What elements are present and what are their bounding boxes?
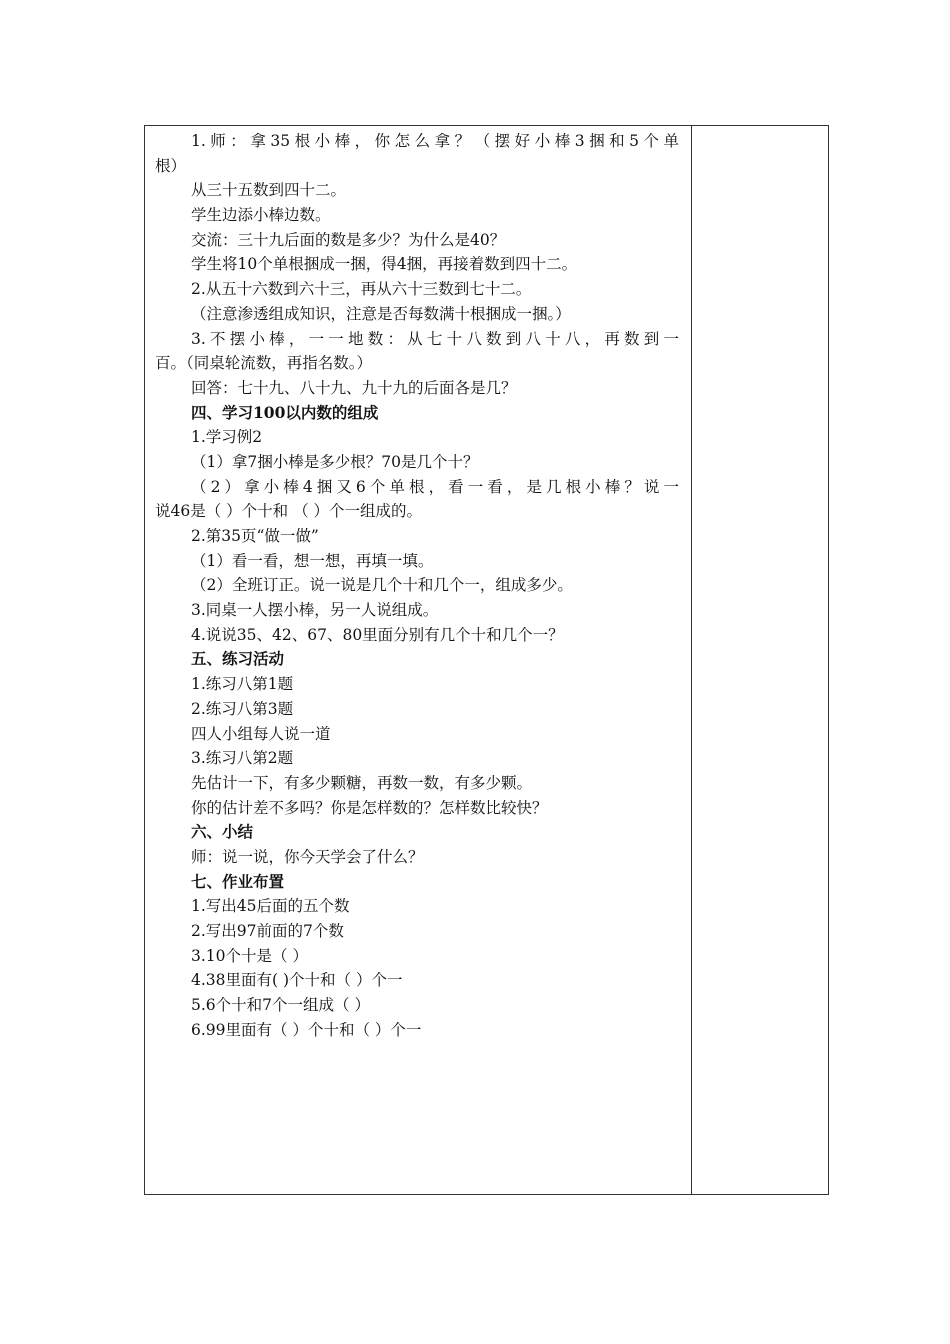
text-line: 1.练习八第1题 <box>191 675 294 694</box>
text-line: 3.同桌一人摆小棒，另一人说组成。 <box>191 601 439 620</box>
text-line: （2）拿小棒4捆又6个单根，看一看，是几根小棒？说一 <box>191 477 679 496</box>
text-line: （注意渗透组成知识，注意是否每数满十根捆成一捆。） <box>191 304 571 323</box>
text-line: 2.从五十六数到六十三，再从六十三数到七十二。 <box>191 280 532 299</box>
text-line: 四人小组每人说一道 <box>191 724 331 743</box>
text-line: 先估计一下，有多少颗糖，再数一数，有多少颗。 <box>191 773 533 792</box>
text-line: （1）看一看，想一想，再填一填。 <box>191 551 434 570</box>
lesson-content-cell <box>145 126 692 1194</box>
text-line: 回答：七十九、八十九、九十九的后面各是几？ <box>191 378 517 397</box>
text-line: 2.第35页“做一做” <box>191 527 319 545</box>
section-heading: 六、小结 <box>191 822 254 842</box>
text-line: 3.10个十是（ ） <box>191 946 308 965</box>
text-line: 3.练习八第2题 <box>191 749 294 768</box>
text-line: （1）拿7捆小棒是多少根？70是几个十？ <box>191 452 479 471</box>
text-line: 4.说说35、42、67、80里面分别有几个十和几个一？ <box>191 625 564 644</box>
text-line: 2.练习八第3题 <box>191 699 294 718</box>
text-line: 6.99里面有（ ）个十和（ ）个一 <box>191 1020 422 1039</box>
lesson-table <box>144 125 829 1195</box>
text-line: 1.师：拿35根小棒，你怎么拿？（摆好小棒3捆和5个单 <box>191 132 679 150</box>
text-line: 学生将10个单根捆成一捆，得4捆，再接着数到四十二。 <box>191 255 578 274</box>
text-line: 3.不摆小棒，一一地数：从七十八数到八十八，再数到一 <box>191 329 679 348</box>
text-line: 5.6个十和7个一组成（ ） <box>191 996 370 1015</box>
notes-cell <box>692 126 828 1194</box>
text-line: 根） <box>155 156 187 175</box>
text-line: 师：说一说，你今天学会了什么？ <box>191 847 424 866</box>
text-line: 交流：三十九后面的数是多少？为什么是40？ <box>191 230 506 249</box>
section-heading: 四、学习100以内数的组成 <box>191 402 379 422</box>
text-line: 百。（同桌轮流数，再指名数。） <box>155 354 373 373</box>
text-line: 1.写出45后面的五个数 <box>191 897 350 916</box>
text-line: 4.38里面有( )个十和（ ）个一 <box>191 971 403 990</box>
section-heading: 七、作业布置 <box>191 871 285 891</box>
text-line: 学生边添小棒边数。 <box>191 206 331 225</box>
text-line: 你的估计差不多吗？你是怎样数的？怎样数比较快？ <box>191 798 548 817</box>
text-line: 说46是（ ）个十和 （ ）个一组成的。 <box>155 502 423 521</box>
text-line: （2）全班订正。说一说是几个十和几个一，组成多少。 <box>191 576 573 595</box>
text-line: 2.写出97前面的7个数 <box>191 922 344 940</box>
text-line: 1.学习例2 <box>191 428 263 447</box>
section-heading: 五、练习活动 <box>191 649 285 669</box>
text-line: 从三十五数到四十二。 <box>191 181 347 200</box>
